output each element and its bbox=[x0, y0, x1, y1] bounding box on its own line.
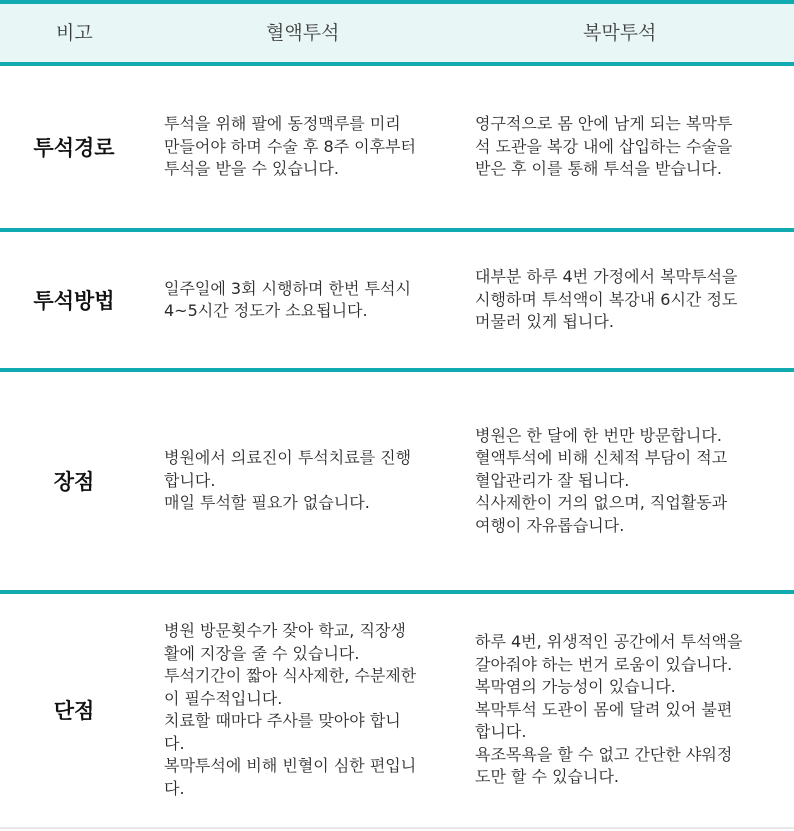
peritoneal-cell bbox=[475, 372, 785, 590]
header-remark: 비고 bbox=[56, 22, 93, 44]
cell-line: 여행이 자유롭습니다. bbox=[475, 515, 625, 535]
cell-line: 합니다. bbox=[475, 722, 527, 742]
cell-line: 머물러 있게 됩니다. bbox=[475, 312, 614, 332]
cell-line: 혈압관리가 잘 됩니다. bbox=[475, 470, 630, 490]
cell-line: 복막투석에 비해 빈혈이 심한 편입니 bbox=[164, 756, 417, 775]
peritoneal-cell bbox=[475, 232, 785, 368]
peritoneal-cell bbox=[475, 594, 785, 826]
header-peritoneal-dialysis: 복막투석 bbox=[583, 22, 657, 44]
cell-line: 투석기간이 짧아 식사제한, 수분제한 bbox=[164, 666, 417, 685]
cell-line: 대부분 하루 4번 가정에서 복막투석을 bbox=[475, 267, 738, 287]
cell-line: 활에 지장을 줄 수 있습니다. bbox=[164, 643, 360, 663]
cell-line: 하루 4번, 위생적인 공간에서 투석액을 bbox=[475, 632, 743, 652]
cell-line: 다. bbox=[164, 778, 185, 798]
hemodialysis-cell bbox=[164, 372, 464, 590]
cell-line: 혈액투석에 비해 신체적 부담이 적고 bbox=[475, 448, 728, 468]
table-row-disadvantages bbox=[0, 594, 794, 826]
table-row-route bbox=[0, 66, 794, 228]
cell-line: 다. bbox=[164, 733, 185, 753]
cell-line: 병원에서 의료진이 투석치료를 진행 bbox=[164, 448, 412, 468]
cell-line: 시행하며 투석액이 복강내 6시간 정도 bbox=[475, 289, 738, 309]
table-row-advantages bbox=[0, 372, 794, 590]
cell-line: 치료할 때마다 주사를 맞아야 합니 bbox=[164, 711, 401, 730]
hemodialysis-cell bbox=[164, 594, 464, 826]
row-label: 투석경로 bbox=[33, 136, 115, 160]
cell-line: 욕조목욕을 할 수 없고 간단한 샤워정 bbox=[475, 744, 733, 764]
header-hemodialysis: 혈액투석 bbox=[266, 22, 340, 44]
cell-line: 병원 방문횟수가 잦아 학교, 직장생 bbox=[164, 621, 406, 640]
hemodialysis-cell bbox=[164, 66, 464, 228]
cell-line: 복막투석 도관이 몸에 달려 있어 불편 bbox=[475, 699, 733, 719]
cell-line: 투석을 위해 팔에 동정맥루를 미리 bbox=[164, 114, 401, 134]
cell-line: 식사제한이 거의 없으며, 직업활동과 bbox=[475, 493, 728, 513]
cell-line: 합니다. bbox=[164, 470, 216, 490]
bottom-border bbox=[0, 827, 794, 829]
cell-line: 병원은 한 달에 한 번만 방문합니다. bbox=[475, 425, 722, 445]
table-header bbox=[0, 4, 794, 62]
cell-line: 석 도관을 복강 내에 삽입하는 수술을 bbox=[475, 136, 733, 156]
cell-line: 복막염의 가능성이 있습니다. bbox=[475, 677, 676, 697]
cell-line: 이 필수적입니다. bbox=[164, 688, 283, 708]
cell-line: 갈아줘야 하는 번거 로움이 있습니다. bbox=[475, 654, 733, 674]
row-label: 단점 bbox=[53, 699, 95, 723]
cell-line: 매일 투석할 필요가 없습니다. bbox=[164, 493, 370, 513]
hemodialysis-cell bbox=[164, 232, 464, 368]
row-label: 투석방법 bbox=[33, 289, 115, 313]
table-row-method bbox=[0, 232, 794, 368]
cell-line: 도만 할 수 있습니다. bbox=[475, 767, 619, 787]
cell-line: 영구적으로 몸 안에 남게 되는 복막투 bbox=[475, 114, 733, 134]
cell-line: 일주일에 3회 시행하며 한번 투석시 bbox=[164, 278, 411, 298]
cell-line: 만들어야 하며 수술 후 8주 이후부터 bbox=[164, 136, 416, 156]
cell-line: 투석을 받을 수 있습니다. bbox=[164, 159, 339, 179]
peritoneal-cell bbox=[475, 66, 785, 228]
cell-line: 4~5시간 정도가 소요됩니다. bbox=[164, 301, 368, 320]
cell-line: 받은 후 이를 통해 투석을 받습니다. bbox=[475, 159, 722, 179]
row-label: 장점 bbox=[53, 470, 95, 494]
